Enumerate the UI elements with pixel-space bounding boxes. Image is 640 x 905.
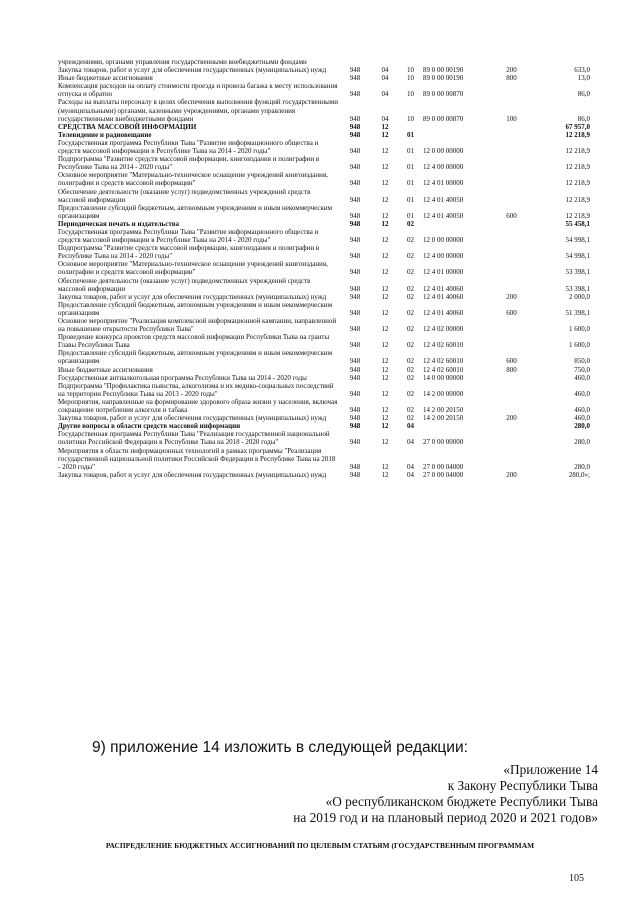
cell-pr: 02 xyxy=(407,406,414,415)
cell-ved: 948 xyxy=(349,122,361,131)
cell-vr: 200 xyxy=(506,414,517,423)
cell-vr: 600 xyxy=(506,357,517,366)
cell-sum: 460,0 xyxy=(574,414,590,423)
table-row xyxy=(58,447,590,471)
cell-rz: 12 xyxy=(381,122,389,131)
table-row xyxy=(58,430,590,446)
cell-name: Закупка товаров, работ и услуг для обеспечения государственных (муниципальных) нужд xyxy=(58,66,327,75)
table-row xyxy=(58,74,590,82)
cell-csr xyxy=(423,131,495,139)
cell-pr: 02 xyxy=(407,308,414,317)
cell-rz: 04 xyxy=(381,66,389,75)
cell-csr: 12 4 02 60010 xyxy=(423,357,464,366)
cell-ved: 948 xyxy=(349,284,361,293)
cell-vr xyxy=(495,374,528,382)
cell-vr xyxy=(495,260,528,276)
cell-rz: 12 xyxy=(381,179,389,188)
cell-rz: 12 xyxy=(381,470,389,479)
cell-vr: 800 xyxy=(506,74,517,83)
cell-pr: 04 xyxy=(407,470,414,479)
cell-name: Обеспечение деятельности (оказание услуг) подведомственных учреждений средств массовой информации xyxy=(58,187,311,204)
annex-header xyxy=(293,762,598,826)
cell-vr: 200 xyxy=(506,66,517,75)
cell-sum: 460,0 xyxy=(574,406,590,415)
cell-csr: 12 4 01 40060 xyxy=(423,292,464,301)
table-row xyxy=(58,349,590,365)
cell-pr: 01 xyxy=(407,211,414,220)
cell-csr: 89 0 00 00870 xyxy=(423,114,464,123)
table-row xyxy=(58,123,590,131)
cell-name: Подпрограмма "Развитие средств массовой информации, книгоиздания и полиграфии в Республике Тыва на 2014 - 2020 годы" xyxy=(58,244,320,261)
table-row xyxy=(58,98,590,122)
cell-pr: 02 xyxy=(407,292,414,301)
cell-sum: 55 458,1 xyxy=(565,219,590,228)
cell-rz: 12 xyxy=(381,219,389,228)
cell-name: Проведение конкурса проектов средств массовой информации Республики Тыва на гранты Главы Республики Тыва xyxy=(58,333,330,350)
cell-ved: 948 xyxy=(349,114,361,123)
cell-sum: 850,0 xyxy=(574,357,590,366)
cell-rz: 12 xyxy=(381,373,389,382)
cell-sum: 280,0 xyxy=(574,438,590,447)
cell-name: Иные бюджетные ассигнования xyxy=(58,365,153,374)
cell-ved: 948 xyxy=(349,438,361,447)
table-row xyxy=(58,58,590,66)
cell-ved: 948 xyxy=(349,252,361,261)
cell-pr: 01 xyxy=(407,163,414,172)
cell-pr: 02 xyxy=(407,389,414,398)
table-row xyxy=(58,333,590,349)
cell-vr: 200 xyxy=(506,470,517,479)
cell-ved: 948 xyxy=(349,268,361,277)
table-row xyxy=(58,188,590,204)
cell-name: Основное мероприятие "Материально-техническое оснащение учреждений книгоиздания, полиграфии и средств массовой информации" xyxy=(58,260,328,277)
cell-pr: 04 xyxy=(407,462,414,471)
cell-csr: 12 4 01 40050 xyxy=(423,211,464,220)
cell-rz: 12 xyxy=(381,365,389,374)
cell-rz xyxy=(372,58,398,66)
cell-ved: 948 xyxy=(349,406,361,415)
cell-sum: 1 600,0 xyxy=(569,341,590,350)
table-row xyxy=(58,131,590,139)
annex-line-4: на 2019 год и на плановый период 2020 и 2021 годов» xyxy=(293,810,598,825)
cell-pr xyxy=(398,123,423,131)
cell-vr xyxy=(495,131,528,139)
cell-vr xyxy=(495,244,528,260)
cell-ved: 948 xyxy=(349,147,361,156)
cell-pr: 01 xyxy=(407,179,414,188)
cell-csr: 12 4 01 00000 xyxy=(423,179,464,188)
table-row xyxy=(58,277,590,293)
cell-sum: 53 398,1 xyxy=(565,284,590,293)
cell-name: Мероприятия в области информационных технологий в рамках программы "Реализация государственной национальной политики Российской Федерации в Республике Тыва на 2018 - 2020 годы" xyxy=(58,446,336,471)
cell-rz: 12 xyxy=(381,438,389,447)
table-row xyxy=(58,293,590,301)
cell-rz: 12 xyxy=(381,130,389,139)
cell-name: Мероприятия, направленные на формирование здорового образа жизни у населения, включая сокращение потребления алкоголя и табака xyxy=(58,397,338,415)
table-row xyxy=(58,398,590,414)
cell-ved: 948 xyxy=(349,308,361,317)
cell-pr: 02 xyxy=(407,219,414,228)
cell-sum: 12 218,9 xyxy=(565,195,590,204)
cell-name: Государственная программа Республики Тыва "Развитие информационного общества и средств массовой информации в Республике Тыва на 2014 - 2020 годы" xyxy=(58,227,319,245)
cell-pr: 10 xyxy=(407,66,414,75)
cell-vr: 100 xyxy=(506,114,517,123)
cell-pr: 02 xyxy=(407,268,414,277)
cell-ved: 948 xyxy=(349,90,361,99)
table-row xyxy=(58,317,590,333)
cell-sum: 460,0 xyxy=(574,373,590,382)
table-row xyxy=(58,366,590,374)
cell-vr xyxy=(495,188,528,204)
cell-ved: 948 xyxy=(349,211,361,220)
cell-sum: 280,0 xyxy=(574,422,590,431)
cell-pr: 01 xyxy=(407,147,414,156)
cell-name: Предоставление субсидий бюджетным, автономным учреждениям и иным некоммерческим организациям xyxy=(58,203,333,220)
table-row xyxy=(58,382,590,398)
cell-sum: 54 998,1 xyxy=(565,236,590,245)
cell-rz: 12 xyxy=(381,308,389,317)
amendment-paragraph-9: 9) приложение 14 изложить в следующей редакции: xyxy=(92,739,468,756)
cell-sum: 67 957,0 xyxy=(565,122,590,131)
cell-csr xyxy=(423,422,495,430)
table-row xyxy=(58,82,590,98)
cell-ved: 948 xyxy=(349,130,361,139)
cell-sum: 53 398,1 xyxy=(565,268,590,277)
cell-name: Предоставление субсидий бюджетным, автономным учреждениям и иным некоммерческим организациям xyxy=(58,349,333,366)
cell-rz: 12 xyxy=(381,325,389,334)
cell-pr xyxy=(398,58,423,66)
cell-csr: 12 0 00 00000 xyxy=(423,236,464,245)
cell-csr: 14 0 00 00000 xyxy=(423,373,464,382)
table-row xyxy=(58,228,590,244)
cell-rz: 12 xyxy=(381,284,389,293)
cell-rz: 04 xyxy=(381,90,389,99)
cell-name: Государственная программа Республики Тыва "Реализация государственной национальной политики Российской Федерации в Республике Тыва на 2018 - 2020 годы" xyxy=(58,430,330,447)
cell-csr: 89 0 00 00190 xyxy=(423,66,464,75)
cell-pr: 10 xyxy=(407,90,414,99)
cell-name: Закупка товаров, работ и услуг для обеспечения государственных (муниципальных) нужд xyxy=(58,414,327,423)
cell-ved: 948 xyxy=(349,341,361,350)
cell-csr: 12 4 01 40060 xyxy=(423,284,464,293)
cell-pr: 10 xyxy=(407,74,414,83)
cell-ved: 948 xyxy=(349,470,361,479)
cell-vr xyxy=(495,398,528,414)
cell-sum: 12 218,9 xyxy=(565,163,590,172)
cell-sum: 51 398,1 xyxy=(565,308,590,317)
cell-csr: 12 4 01 40060 xyxy=(423,308,464,317)
table-row xyxy=(58,301,590,317)
budget-table-body xyxy=(58,58,590,479)
cell-vr xyxy=(495,171,528,187)
table-row xyxy=(58,155,590,171)
cell-name: Телевидение и радиовещание xyxy=(58,130,152,139)
cell-csr: 89 0 00 00870 xyxy=(423,90,464,99)
cell-pr: 01 xyxy=(407,130,414,139)
cell-vr xyxy=(495,333,528,349)
cell-name: Основное мероприятие "Материально-техническое оснащение учреждений книгоиздания, полиграфии и средств массовой информации" xyxy=(58,171,328,188)
cell-rz: 12 xyxy=(381,211,389,220)
cell-ved: 948 xyxy=(349,365,361,374)
cell-csr: 14 2 00 20150 xyxy=(423,406,464,415)
cell-rz: 12 xyxy=(381,252,389,261)
cell-sum xyxy=(528,58,590,66)
cell-vr xyxy=(495,220,528,228)
cell-csr: 12 4 00 00000 xyxy=(423,252,464,261)
cell-pr: 02 xyxy=(407,236,414,245)
cell-pr: 02 xyxy=(407,252,414,261)
cell-ved: 948 xyxy=(349,373,361,382)
cell-rz: 12 xyxy=(381,195,389,204)
cell-csr: 12 4 02 60010 xyxy=(423,365,464,374)
cell-csr xyxy=(423,58,495,66)
cell-sum: 2 000,0 xyxy=(569,292,590,301)
cell-sum: 12 218,9 xyxy=(565,147,590,156)
cell-ved: 948 xyxy=(349,357,361,366)
table-row xyxy=(58,260,590,276)
cell-vr xyxy=(495,82,528,98)
cell-vr: 600 xyxy=(506,308,517,317)
cell-rz: 12 xyxy=(381,462,389,471)
cell-rz: 12 xyxy=(381,236,389,245)
cell-sum: 12 218,9 xyxy=(565,179,590,188)
budget-allocation-table xyxy=(58,58,590,479)
cell-ved: 948 xyxy=(349,195,361,204)
cell-name: Государственная программа Республики Тыва "Развитие информационного общества и средств массовой информации в Республике Тыва на 2014 - 2020 годы" xyxy=(58,138,319,156)
cell-csr: 12 4 01 00000 xyxy=(423,268,464,277)
cell-vr xyxy=(495,277,528,293)
table-row xyxy=(58,374,590,382)
cell-name: Предоставление субсидий бюджетным, автономным учреждениям и иным некоммерческим организациям xyxy=(58,300,333,317)
cell-name: Расходы на выплаты персоналу в целях обеспечения выполнения функций государственными (муниципальными) органами, казенными учреждениями, органами управления государственными внебюджетными фондами xyxy=(58,98,338,123)
cell-ved: 948 xyxy=(349,179,361,188)
cell-ved xyxy=(338,58,372,66)
cell-vr: 600 xyxy=(506,211,517,220)
table-row xyxy=(58,204,590,220)
cell-rz: 12 xyxy=(381,147,389,156)
cell-pr: 02 xyxy=(407,373,414,382)
cell-vr xyxy=(495,382,528,398)
cell-csr: 12 0 00 00000 xyxy=(423,147,464,156)
cell-csr: 27 0 00 04000 xyxy=(423,462,464,471)
cell-name: Закупка товаров, работ и услуг для обеспечения государственных (муниципальных) нужд xyxy=(58,292,327,301)
cell-sum: 633,0 xyxy=(574,66,590,75)
cell-sum: 460,0 xyxy=(574,389,590,398)
cell-ved: 948 xyxy=(349,414,361,423)
cell-pr: 02 xyxy=(407,414,414,423)
cell-csr: 14 2 00 20150 xyxy=(423,414,464,423)
cell-name: Иные бюджетные ассигнования xyxy=(58,74,153,83)
cell-csr xyxy=(423,123,495,131)
cell-name: Подпрограмма "Развитие средств массовой информации, книгоиздания и полиграфии в Республике Тыва на 2014 - 2020 годы" xyxy=(58,155,320,172)
cell-vr: 200 xyxy=(506,292,517,301)
cell-name: СРЕДСТВА МАССОВОЙ ИНФОРМАЦИИ xyxy=(58,122,197,131)
cell-name: Компенсация расходов на оплату стоимости проезда и провоза багажа к месту использования отпуска и обратно xyxy=(58,82,338,99)
cell-ved: 948 xyxy=(349,292,361,301)
table-row xyxy=(58,171,590,187)
cell-sum: 54 998,1 xyxy=(565,252,590,261)
cell-name: Другие вопросы в области средств массовой информации xyxy=(58,422,241,431)
cell-vr xyxy=(495,317,528,333)
cell-rz: 12 xyxy=(381,292,389,301)
cell-ved: 948 xyxy=(349,325,361,334)
cell-vr xyxy=(495,155,528,171)
cell-sum: 86,0 xyxy=(577,90,590,99)
table-row xyxy=(58,422,590,430)
cell-ved: 948 xyxy=(349,66,361,75)
cell-pr: 10 xyxy=(407,114,414,123)
cell-name: Закупка товаров, работ и услуг для обеспечения государственных (муниципальных) нужд xyxy=(58,470,327,479)
table-row xyxy=(58,414,590,422)
cell-ved: 948 xyxy=(349,236,361,245)
cell-vr xyxy=(495,422,528,430)
cell-pr: 02 xyxy=(407,325,414,334)
cell-csr: 12 4 01 40050 xyxy=(423,195,464,204)
cell-name: Основное мероприятие "Реализация комплексной информационной кампании, направленной на повышение открытости Республики Тыва" xyxy=(58,317,337,334)
cell-vr xyxy=(495,139,528,155)
cell-sum: 12 218,9 xyxy=(565,130,590,139)
cell-csr: 27 0 00 04000 xyxy=(423,470,464,479)
cell-vr xyxy=(495,58,528,66)
cell-pr: 02 xyxy=(407,341,414,350)
cell-rz: 12 xyxy=(381,422,389,431)
cell-rz: 12 xyxy=(381,268,389,277)
cell-ved: 948 xyxy=(349,163,361,172)
cell-rz: 12 xyxy=(381,357,389,366)
cell-pr: 04 xyxy=(407,438,414,447)
cell-rz: 12 xyxy=(381,341,389,350)
cell-name: Государственная антиалкогольная программа Республики Тыва на 2014 - 2020 годы xyxy=(58,373,307,382)
cell-rz: 04 xyxy=(381,114,389,123)
cell-sum: 13,0 xyxy=(577,74,590,83)
cell-csr: 12 4 02 60010 xyxy=(423,341,464,350)
cell-sum: 280,0»; xyxy=(568,470,590,479)
cell-vr xyxy=(495,430,528,446)
cell-pr: 02 xyxy=(407,357,414,366)
cell-name: учреждениями, органами управления государственными внебюджетными фондами xyxy=(58,58,307,66)
cell-sum: 86,0 xyxy=(577,114,590,123)
cell-ved: 948 xyxy=(349,422,361,431)
cell-ved: 948 xyxy=(349,462,361,471)
cell-name: Подпрограмма "Профилактика пьянства, алкоголизма и их медико-социальных последствий на территории Республики Тыва на 2013 - 2020 годы" xyxy=(58,381,334,398)
page-number: 105 xyxy=(569,873,584,884)
cell-ved: 948 xyxy=(349,219,361,228)
cell-rz: 12 xyxy=(381,389,389,398)
cell-sum: 280,0 xyxy=(574,462,590,471)
cell-vr xyxy=(495,123,528,131)
cell-ved: 948 xyxy=(349,74,361,83)
cell-rz: 12 xyxy=(381,163,389,172)
cell-csr: 89 0 00 00190 xyxy=(423,74,464,83)
cell-pr: 02 xyxy=(407,365,414,374)
table-row xyxy=(58,471,590,479)
cell-csr xyxy=(423,220,495,228)
cell-csr: 12 4 02 00000 xyxy=(423,325,464,334)
table-row xyxy=(58,220,590,228)
annex-line-1: «Приложение 14 xyxy=(503,762,598,777)
cell-vr: 800 xyxy=(506,365,517,374)
table-row xyxy=(58,66,590,74)
cell-name: Периодическая печать и издательства xyxy=(58,219,180,228)
annex-line-2: к Закону Республики Тыва xyxy=(447,778,598,793)
cell-rz: 12 xyxy=(381,406,389,415)
cell-csr: 14 2 00 00000 xyxy=(423,389,464,398)
cell-ved: 948 xyxy=(349,389,361,398)
cell-vr xyxy=(495,228,528,244)
cell-csr: 12 4 00 00000 xyxy=(423,163,464,172)
cell-rz: 12 xyxy=(381,414,389,423)
cell-sum: 750,0 xyxy=(574,365,590,374)
cell-pr: 02 xyxy=(407,284,414,293)
table-row xyxy=(58,244,590,260)
cell-sum: 12 218,9 xyxy=(565,211,590,220)
cell-name: Обеспечение деятельности (оказание услуг) подведомственных учреждений средств массовой информации xyxy=(58,276,311,293)
cell-vr xyxy=(495,447,528,471)
annex-line-3: «О республиканском бюджете Республики Тыва xyxy=(325,794,598,809)
cell-pr: 01 xyxy=(407,195,414,204)
table-row xyxy=(58,139,590,155)
cell-pr: 04 xyxy=(407,422,414,431)
document-section-title: РАСПРЕДЕЛЕНИЕ БЮДЖЕТНЫХ АССИГНОВАНИЙ ПО ЦЕЛЕВЫМ СТАТЬЯМ (ГОСУДАРСТВЕННЫМ ПРОГРАММАМ xyxy=(105,841,535,850)
cell-csr: 27 0 00 00000 xyxy=(423,438,464,447)
cell-rz: 04 xyxy=(381,74,389,83)
cell-sum: 1 600,0 xyxy=(569,325,590,334)
